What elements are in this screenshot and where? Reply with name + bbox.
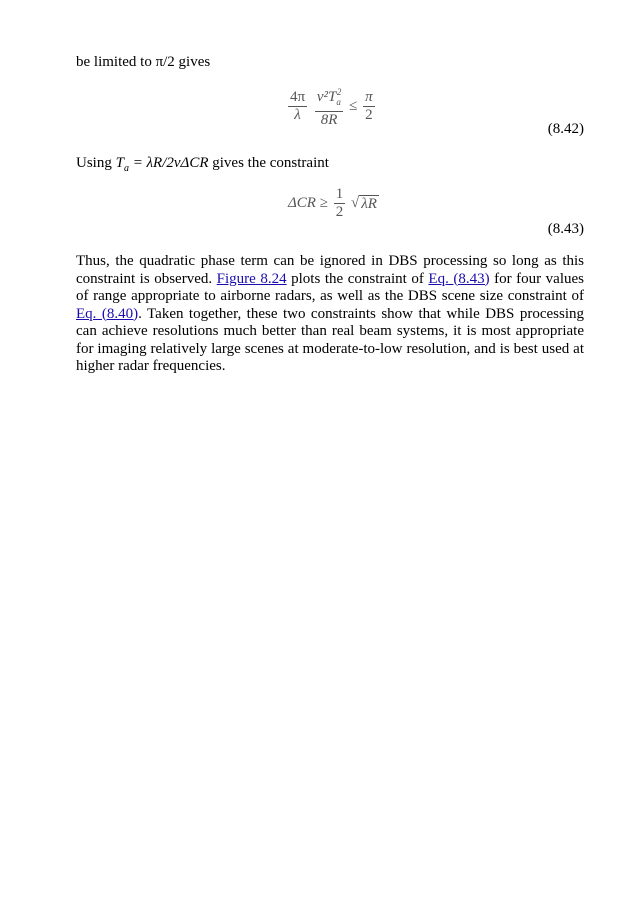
using-ta-subscript: a: [123, 163, 129, 174]
eq842-frac1-numerator: 4π: [290, 89, 306, 105]
eq842-fraction-1: [288, 89, 307, 124]
eq843-denominator: 2: [335, 204, 344, 220]
eq843-lhs: ΔCR ≥: [288, 195, 328, 211]
link-eq-8-40[interactable]: Eq. (8.40): [76, 305, 139, 322]
eq843-sqrt-body: λR: [361, 196, 377, 212]
eq842-fraction-3: [363, 89, 375, 124]
equation-8-42: [286, 84, 377, 129]
using-suffix: gives the constraint: [208, 155, 329, 171]
eq842-relation: ≤: [349, 98, 358, 114]
equation-8-43: [288, 186, 379, 221]
eq843-fraction: [334, 186, 346, 221]
eq842-frac3-numerator: π: [365, 89, 373, 105]
using-prefix: Using: [76, 155, 116, 171]
para-text-1: Thus, the quadratic phase term can be ignored in DBS processing so long as this constraint is observed.: [76, 253, 584, 287]
sqrt-icon: √: [350, 195, 360, 211]
using-line: [76, 154, 329, 178]
using-expression: = λR/2vΔCR: [128, 155, 209, 171]
link-eq-8-43[interactable]: Eq. (8.43): [428, 270, 490, 287]
eq843-numerator: 1: [335, 186, 344, 202]
eq842-fraction-2: [315, 84, 344, 129]
body-paragraph: [76, 253, 584, 376]
using-ta-symbol: T: [115, 155, 124, 171]
eq842-frac2-denominator: 8R: [320, 112, 338, 128]
para-text-3: for four values of range appropriate to airborne radars, as well as the DBS scene size constraint of: [76, 270, 584, 304]
eq842-frac2-numerator-sup: 2: [336, 87, 342, 97]
eq842-frac2-numerator-sub: a: [336, 97, 341, 107]
link-figure-8-24[interactable]: Figure 8.24: [216, 270, 287, 287]
equation-number-8-42: (8.42): [547, 121, 584, 137]
intro-line: be limited to π/2 gives: [76, 54, 211, 70]
eq842-frac3-denominator: 2: [365, 107, 373, 123]
eq842-frac1-denominator: λ: [294, 107, 301, 123]
eq842-frac2-numerator-text: v²T: [316, 89, 337, 105]
para-text-2: plots the constraint of: [286, 270, 429, 287]
equation-number-8-43: (8.43): [547, 221, 584, 237]
eq842-frac2-numerator: [315, 84, 344, 112]
para-text-4: . Taken together, these two constraints show that while DBS processing can achieve resolutions much better than real beam systems, it is most appropriate for imaging relatively large scenes at moderate-to-low resolution, and is best used at higher radar frequencies.: [76, 305, 584, 374]
